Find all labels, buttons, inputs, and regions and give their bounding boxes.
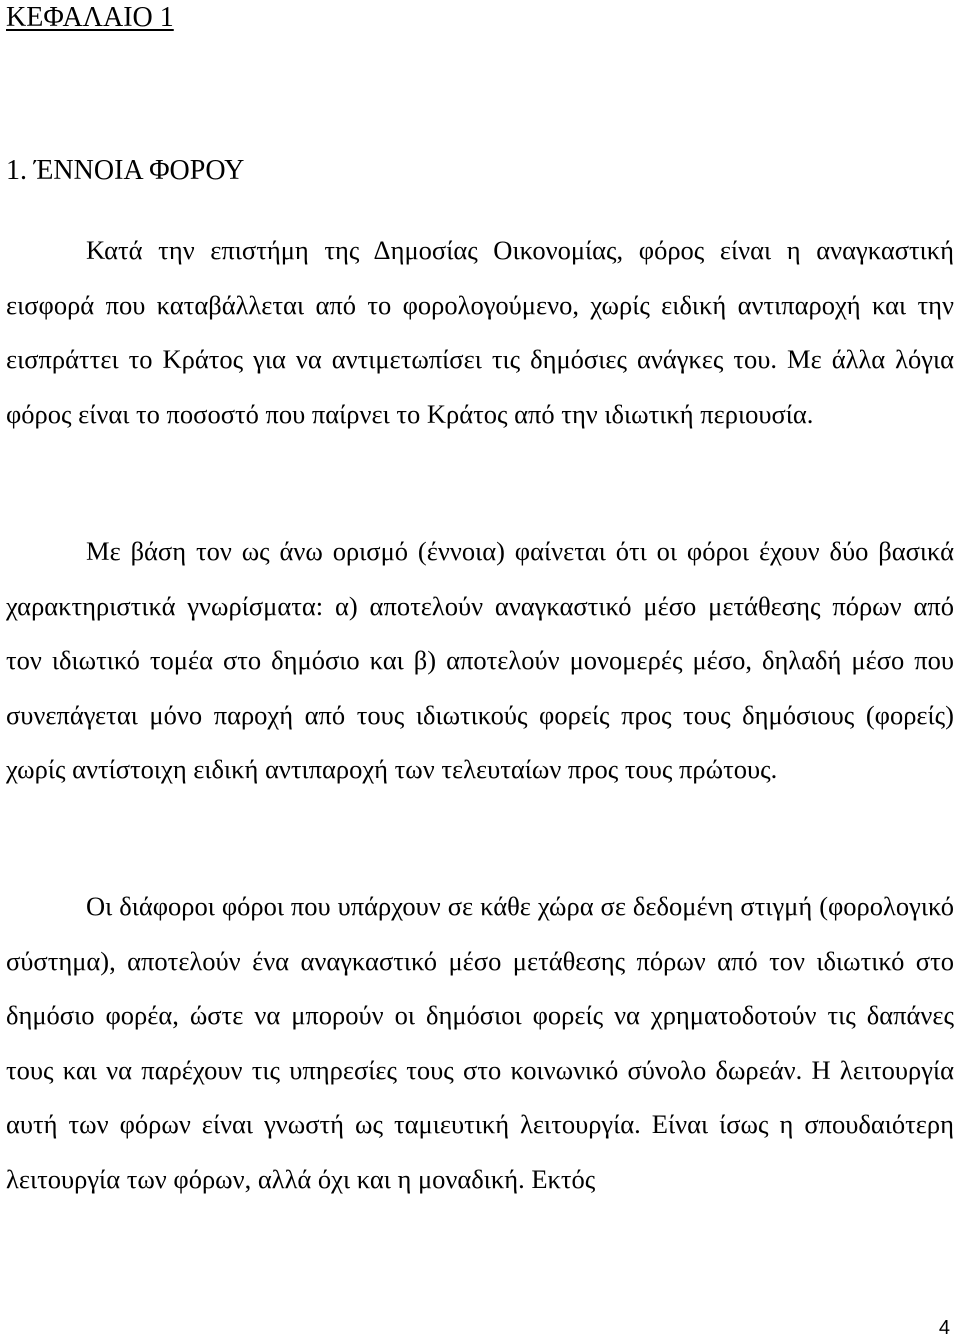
page-number: 4 [938, 1317, 950, 1339]
paragraph-tax-definition: Κατά την επιστήμη της Δημοσίας Οικονομίας, φόρος είναι η αναγκαστική εισφορά που καταβάλλεται από το φορολογούμενο, χωρίς ειδική αντιπαροχή και την εισπράττει το Κράτος για να αντιμετωπίσει τις δημόσιες ανάγκες του. Με άλλα λόγια φόρος είναι το ποσοστό που παίρνει το Κράτος από την ιδιωτική περιουσία. [6, 235, 954, 429]
section-title: 1. ΈΝΝΟΙΑ ΦΟΡΟΥ [6, 155, 245, 186]
paragraph-tax-characteristics: Με βάση τον ως άνω ορισμό (έννοια) φαίνεται ότι οι φόροι έχουν δύο βασικά χαρακτηριστικά γνωρίσματα: α) αποτελούν αναγκαστικό μέσο μετάθεσης πόρων από τον ιδιωτικό τομέα στο δημόσιο και β) αποτελούν μονομερές μέσο, δηλαδή μέσο που συνεπάγεται μόνο παροχή από τους ιδιωτικούς φορείς προς τους δημόσιους (φορείς) χωρίς αντίστοιχη ειδική αντιπαροχή των τελευταίων προς τους πρώτους. [6, 536, 954, 784]
paragraph-tax-system-function: Οι διάφοροι φόροι που υπάρχουν σε κάθε χώρα σε δεδομένη στιγμή (φορολογικό σύστημα), αποτελούν ένα αναγκαστικό μέσο μετάθεσης πόρων από τον ιδιωτικό στο δημόσιο φορέα, ώστε να μπορούν οι δημόσιοι φορείς να χρηματοδοτούν τις δαπάνες τους και να παρέχουν τις υπηρεσίες τους στο κοινωνικό σύνολο δωρεάν. Η λειτουργία αυτή των φόρων είναι γνωστή ως ταμιευτική λειτουργία. Είναι ίσως η σπουδαιότερη λειτουργία των φόρων, αλλά όχι και η μοναδική. Εκτός [6, 891, 954, 1194]
chapter-title: ΚΕΦΑΛΑΙΟ 1 [6, 2, 174, 33]
